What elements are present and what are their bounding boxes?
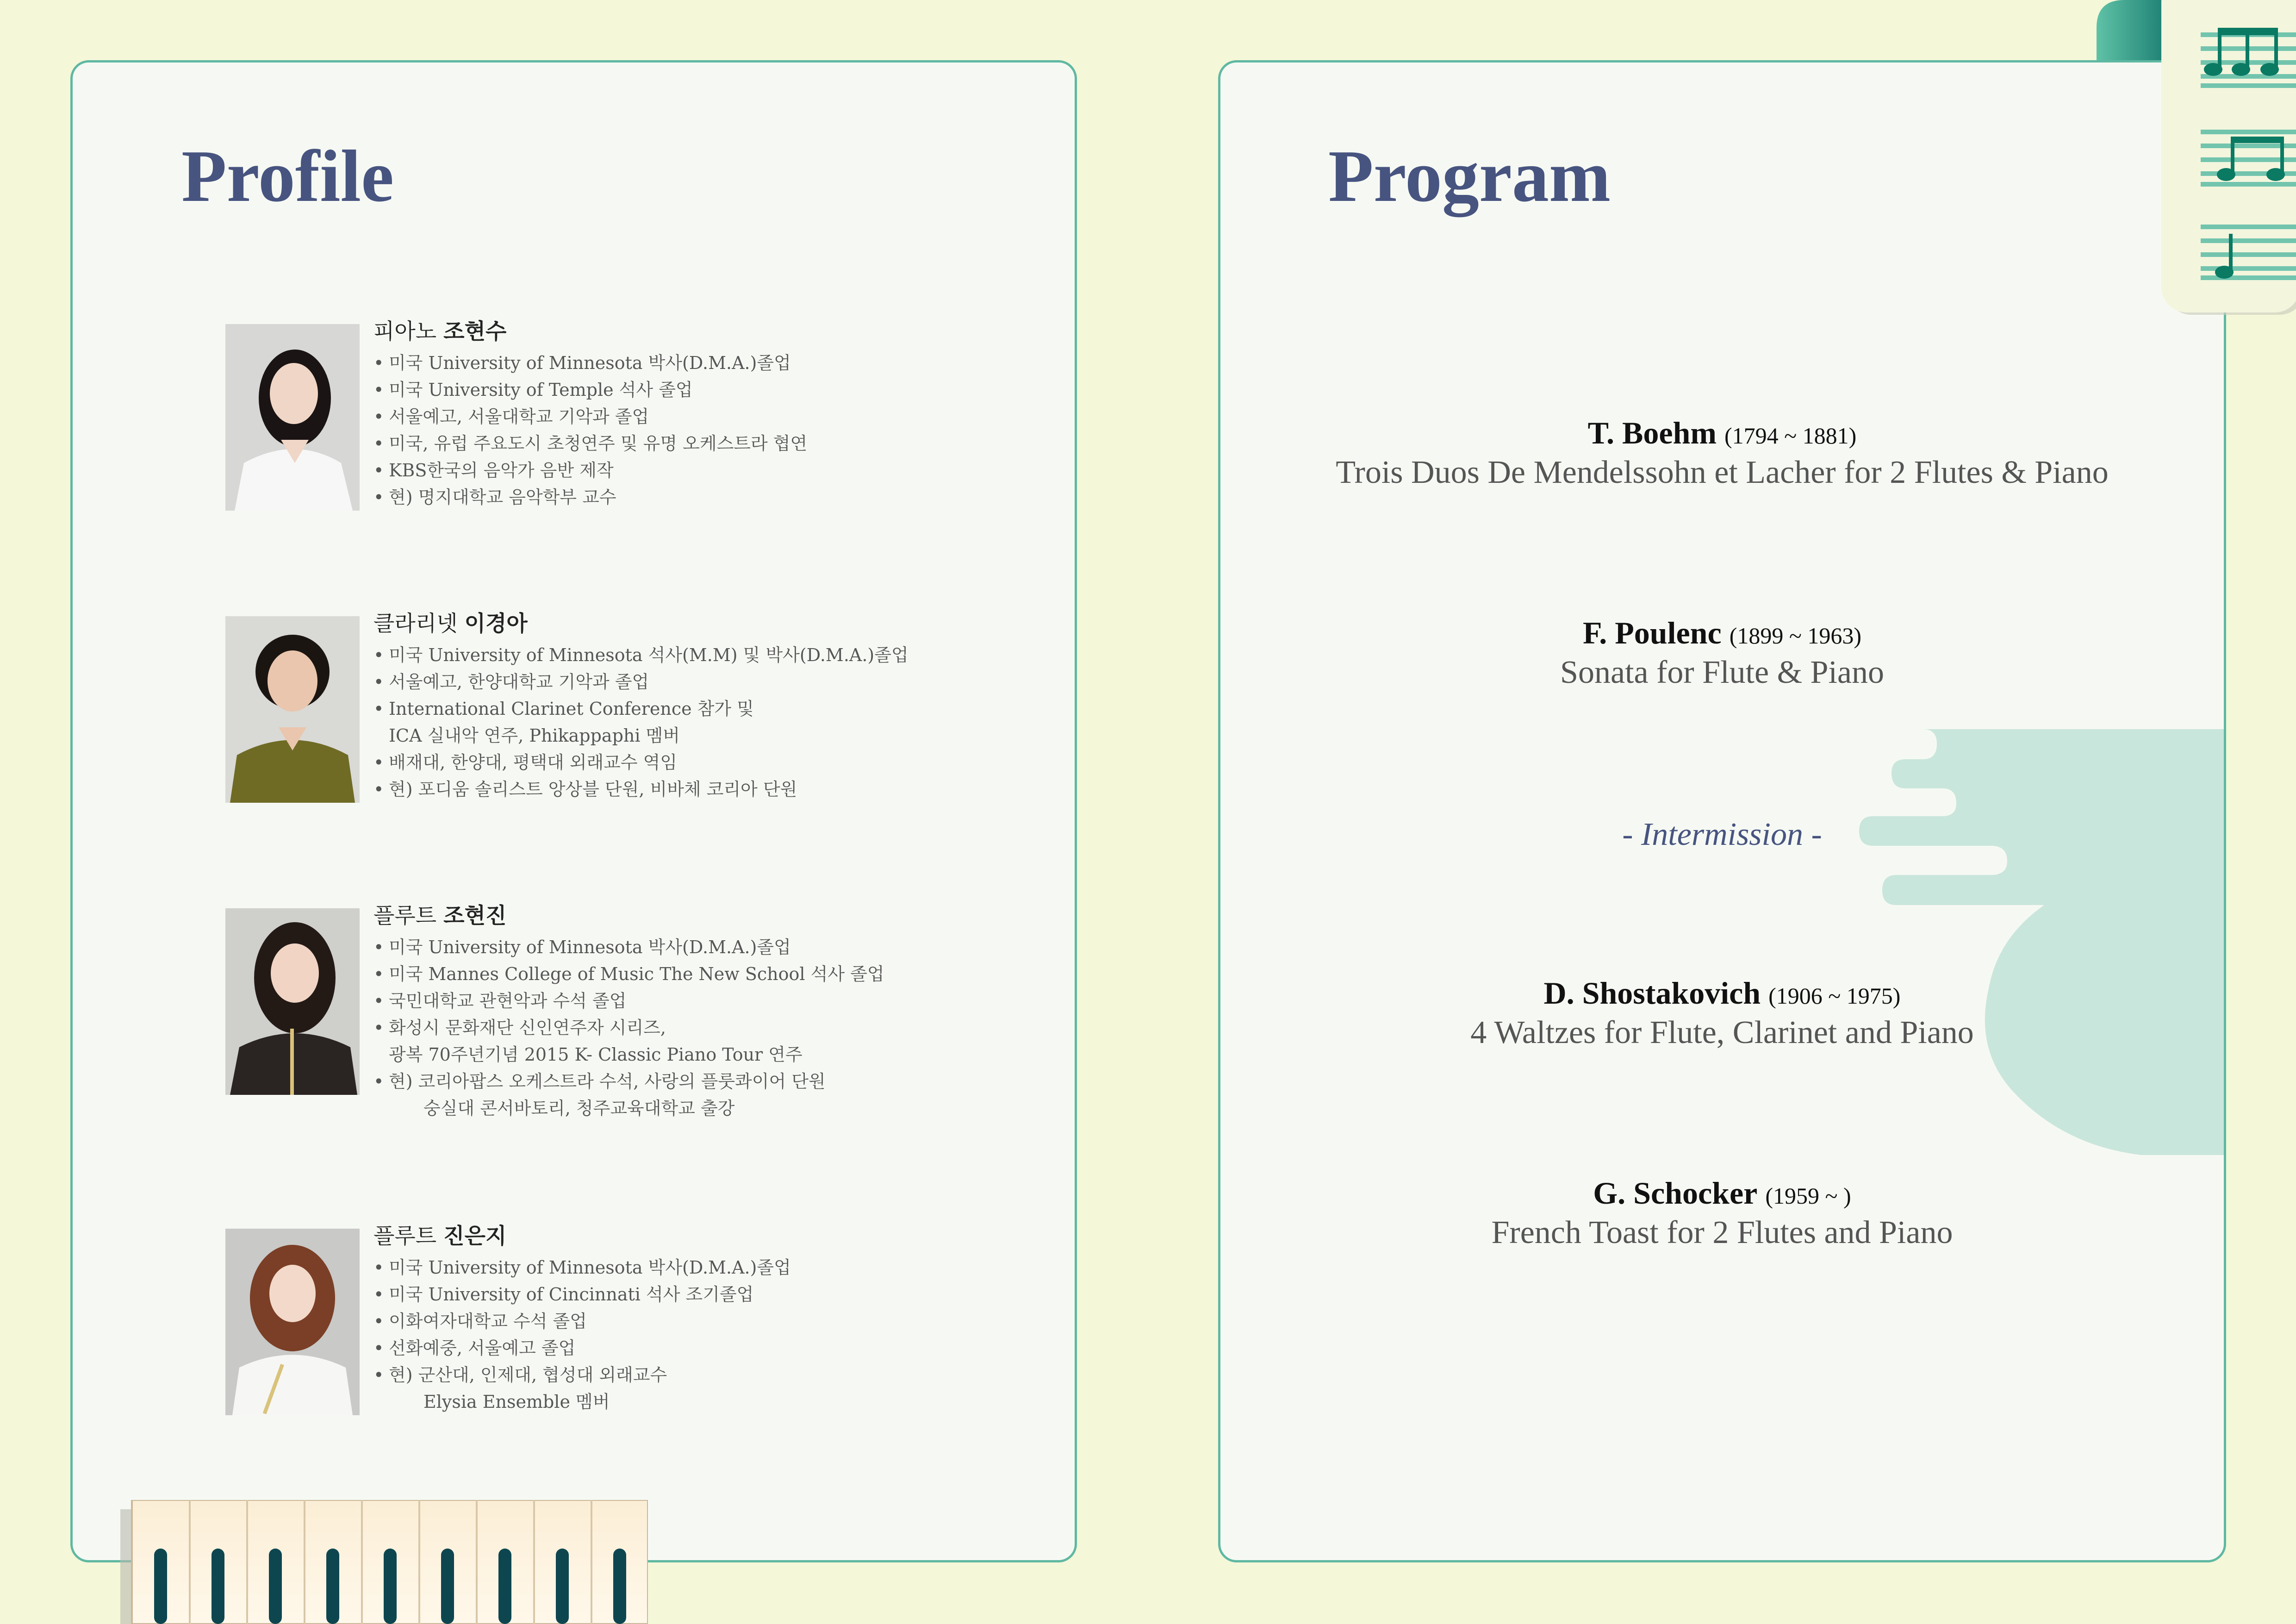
credential-line: Elysia Ensemble 멤버 xyxy=(423,1391,610,1412)
credential-line: • 선화예중, 서울예고 졸업 xyxy=(373,1337,576,1358)
profile-title: Profile xyxy=(181,135,394,217)
intermission: - Intermission - xyxy=(1622,817,1822,852)
credential-line: • 미국 University of Minnesota 박사(D.M.A.)졸업 xyxy=(373,1257,791,1278)
work-title: Sonata for Flute & Piano xyxy=(1560,654,1884,690)
work-title: French Toast for 2 Flutes and Piano xyxy=(1491,1214,1953,1250)
credential-line: 숭실대 콘서바토리, 청주교육대학교 출강 xyxy=(423,1098,735,1118)
composer: G. Schocker (1959 ~ ) xyxy=(1593,1175,1851,1211)
profile-panel xyxy=(70,60,1077,1562)
profile-credentials xyxy=(373,1254,1045,1415)
program-item xyxy=(1220,614,2224,693)
credential-line: • 배재대, 한양대, 평택대 외래교수 역임 xyxy=(373,752,678,773)
credential-line: • 미국, 유럽 주요도시 초청연주 및 유명 오케스트라 협연 xyxy=(373,433,808,454)
music-notes-decoration xyxy=(2092,0,2296,333)
profile-photo xyxy=(225,616,360,803)
credential-line: 광복 70주년기념 2015 K- Classic Piano Tour 연주 xyxy=(389,1044,803,1065)
credential-line: • 미국 University of Minnesota 박사(D.M.A.)졸업 xyxy=(373,937,791,957)
profile-photo xyxy=(225,908,360,1095)
work-title: Trois Duos De Mendelssohn et Lacher for 2 Flutes & Piano xyxy=(1336,454,2109,490)
piano-keys-decoration xyxy=(120,1500,648,1624)
credential-line: • 미국 University of Minnesota 석사(M.M) 및 박사(D.M.A.)졸업 xyxy=(373,644,908,665)
wave-decoration xyxy=(1859,729,2226,1155)
credential-line: • 현) 코리아팝스 오케스트라 수석, 사랑의 플룻콰이어 단원 xyxy=(373,1071,826,1092)
credential-line: • KBS한국의 음악가 음반 제작 xyxy=(373,460,614,481)
program-panel xyxy=(1218,60,2226,1562)
work-title: 4 Waltzes for Flute, Clarinet and Piano xyxy=(1470,1014,1974,1050)
credential-line: • 미국 University of Cincinnati 석사 조기졸업 xyxy=(373,1284,754,1305)
credential-line: • 국민대학교 관현악과 수석 졸업 xyxy=(373,990,627,1011)
composer: T. Boehm (1794 ~ 1881) xyxy=(1587,415,1857,450)
program-item xyxy=(1220,974,2224,1053)
profile-credentials xyxy=(373,934,1045,1122)
credential-line: • 미국 University of Minnesota 박사(D.M.A.)졸업 xyxy=(373,352,791,373)
profile-name: 플루트 조현진 xyxy=(373,903,507,929)
credential-line: ICA 실내악 연주, Phikappaphi 멤버 xyxy=(389,725,680,746)
profile-entry xyxy=(225,611,1058,811)
credential-line: • 미국 Mannes College of Music The New School 석사 졸업 xyxy=(373,963,884,984)
profile-name: 플루트 진은지 xyxy=(373,1224,507,1249)
credential-line: • 서울예고, 한양대학교 기악과 졸업 xyxy=(373,671,649,692)
program-item xyxy=(1220,1174,2224,1253)
profile-entry xyxy=(225,1224,1058,1423)
credential-line: • International Clarinet Conference 참가 및 xyxy=(373,698,754,719)
credential-line: • 현) 명지대학교 음악학부 교수 xyxy=(373,487,616,507)
credential-line: • 현) 군산대, 인제대, 협성대 외래교수 xyxy=(373,1364,667,1385)
program-item xyxy=(1220,414,2224,493)
composer: F. Poulenc (1899 ~ 1963) xyxy=(1582,615,1862,650)
profile-credentials xyxy=(373,350,1045,511)
profile-name: 클라리넷 이경아 xyxy=(373,611,528,637)
profile-credentials xyxy=(373,642,1045,803)
credential-line: • 이화여자대학교 수석 졸업 xyxy=(373,1311,587,1331)
credential-line: • 서울예고, 서울대학교 기악과 졸업 xyxy=(373,406,649,427)
profile-name: 피아노 조현수 xyxy=(373,319,507,344)
profile-photo xyxy=(225,324,360,511)
credential-line: • 현) 포디움 솔리스트 앙상블 단원, 비바체 코리아 단원 xyxy=(373,779,797,800)
credential-line: • 화성시 문화재단 신인연주자 시리즈, xyxy=(373,1017,666,1038)
profile-entry xyxy=(225,903,1058,1118)
program-title: Program xyxy=(1328,135,1611,217)
credential-line: • 미국 University of Temple 석사 졸업 xyxy=(373,379,693,400)
composer: D. Shostakovich (1906 ~ 1975) xyxy=(1543,975,1901,1011)
profile-photo xyxy=(225,1229,360,1415)
profile-entry xyxy=(225,319,1058,518)
